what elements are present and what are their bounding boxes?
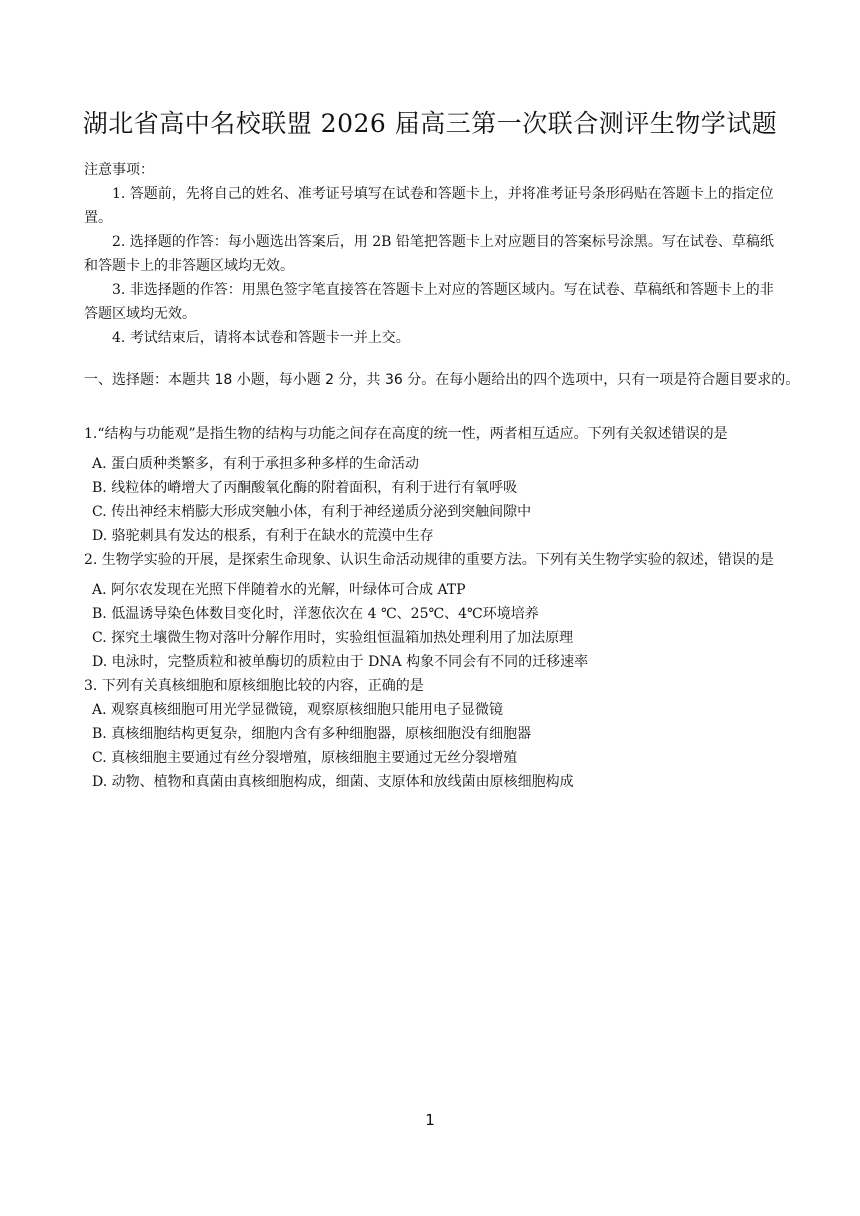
option-a: A. 观察真核细胞可用光学显微镜，观察原核细胞只能用电子显微镜: [92, 702, 504, 718]
option-a: A. 蛋白质种类繁多，有利于承担多种多样的生命活动: [92, 456, 420, 472]
option-c: C. 传出神经末梢膨大形成突触小体，有利于神经递质分泌到突触间隙中: [92, 504, 532, 520]
option-c: C. 探究土壤微生物对落叶分解作用时，实验组恒温箱加热处理利用了加法原理: [92, 630, 574, 646]
section-heading: 一、选择题：本题共 18 小题，每小题 2 分，共 36 分。在每小题给出的四个选项中，只有一项是符合题目要求的。: [84, 372, 800, 388]
question-3: [84, 674, 794, 794]
option-b: B. 低温诱导染色体数目变化时，洋葱依次在 4 ℃、25℃、4℃环境培养: [92, 606, 539, 622]
question-stem: 2. 生物学实验的开展，是探索生命现象、认识生命活动规律的重要方法。下列有关生物学实验的叙述，错误的是: [84, 552, 774, 568]
question-stem: 1.“结构与功能观”是指生物的结构与功能之间存在高度的统一性，两者相互适应。下列有关叙述错误的是: [84, 426, 728, 442]
option-b: B. 线粒体的嵴增大了丙酮酸氧化酶的附着面积，有利于进行有氧呼吸: [92, 480, 518, 496]
question-1: [84, 422, 794, 548]
exam-title: 湖北省高中名校联盟 2026 届高三第一次联合测评生物学试题: [82, 109, 778, 138]
note-item: 3. 非选择题的作答：用黑色签字笔直接答在答题卡上对应的答题区域内。写在试卷、草稿纸和答题卡上的非答题区域均无效。: [84, 282, 774, 322]
notes-heading: 注意事项：: [84, 162, 154, 178]
questions-list: [84, 422, 794, 794]
option-d: D. 动物、植物和真菌由真核细胞构成，细菌、支原体和放线菌由原核细胞构成: [92, 774, 574, 790]
note-item: 1. 答题前，先将自己的姓名、准考证号填写在试卷和答题卡上，并将准考证号条形码贴在答题卡上的指定位置。: [84, 186, 774, 226]
note-item: 2. 选择题的作答：每小题选出答案后，用 2B 铅笔把答题卡上对应题目的答案标号涂黑。写在试卷、草稿纸和答题卡上的非答题区域均无效。: [84, 234, 774, 274]
option-d: D. 骆驼刺具有发达的根系，有利于在缺水的荒漠中生存: [92, 528, 434, 544]
page-number: 1: [425, 1111, 435, 1129]
notes-block: [84, 158, 784, 350]
option-c: C. 真核细胞主要通过有丝分裂增殖，原核细胞主要通过无丝分裂增殖: [92, 750, 518, 766]
option-b: B. 真核细胞结构更复杂，细胞内含有多种细胞器，原核细胞没有细胞器: [92, 726, 532, 742]
question-2: [84, 548, 794, 674]
option-d: D. 电泳时，完整质粒和被单酶切的质粒由于 DNA 构象不同会有不同的迁移速率: [92, 654, 589, 670]
option-a: A. 阿尔农发现在光照下伴随着水的光解，叶绿体可合成 ATP: [92, 582, 466, 598]
question-stem: 3. 下列有关真核细胞和原核细胞比较的内容，正确的是: [84, 678, 424, 694]
note-item: 4. 考试结束后，请将本试卷和答题卡一并上交。: [112, 330, 410, 346]
